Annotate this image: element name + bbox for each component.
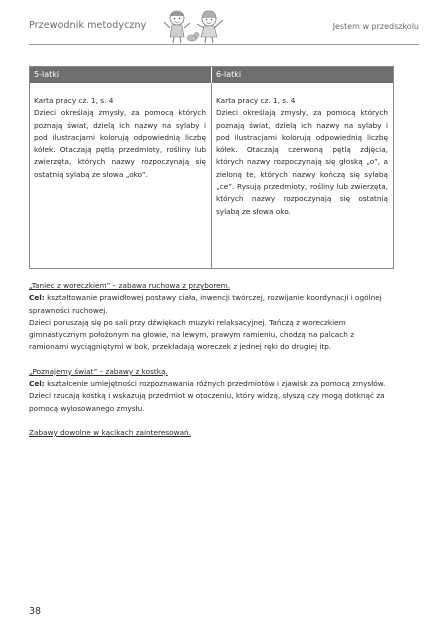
section1-goal-text: kształtowanie prawidłowej postawy ciała, inwencji twórczej, rozwijanie koordynacji i ogólnej sprawności ruchowej. [29, 293, 382, 315]
page-header [29, 8, 419, 42]
table-header-6-latki: 6-latki [211, 67, 393, 83]
spacer [29, 354, 392, 366]
section1-goal [29, 292, 392, 317]
header-right-title: Jestem w przedszkolu [332, 22, 419, 31]
table-header-row [30, 67, 393, 83]
section1-title: „Taniec z woreczkiem” – zabawa ruchowa z przyborem. [29, 281, 231, 290]
section2-goal-text: kształcenie umiejętności rozpoznawania różnych przedmiotów i zjawisk za pomocą zmysłów. [47, 379, 386, 389]
main-text [29, 280, 392, 439]
section3-title: Zabawy dowolne w kącikach zainteresowań. [29, 427, 191, 437]
age-group-table [29, 66, 394, 269]
section1-body: Dzieci poruszają się po sali przy dźwiękach muzyki relaksacyjnej. Tańczą z woreczkiem gimnastycznym położonym na głowie, na lewym, prawym ramieniu, chodzą na palcach z ramionami wyciągniętymi w bok, przekładają woreczek z jednej ręki do drugiej itp. [29, 317, 355, 352]
cell-title-6-latki: Karta pracy cz. 1, s. 4 [216, 96, 296, 105]
cell-body-5-latki: Dzieci określają zmysły, za pomocą których poznają świat, dzielą ich nazwy na sylaby i pod ilustracjami kolorują odpowiednią liczbę kółek. Otaczają pętlą przedmioty, rośliny lub zwierzęta, których nazwy rozpoczynają się ostatnią sylabą ze słowa „oko”. [34, 108, 206, 179]
header-divider [29, 44, 419, 45]
section2-title: „Poznajemy świat” – zabawy z kostką. [29, 366, 168, 376]
header-left-title: Przewodnik metodyczny [29, 20, 147, 31]
page-number: 38 [29, 606, 42, 617]
cell-title-5-latki: Karta pracy cz. 1, s. 4 [34, 96, 114, 105]
section2-goal-label: Cel: [29, 379, 45, 389]
table-cell-6-latki [211, 83, 393, 268]
table-body-row [30, 83, 393, 268]
mascot-children-illustration [163, 8, 229, 44]
table-header-5-latki: 5-latki [34, 70, 60, 79]
section2-body: Dzieci rzucają kostką i wskazują przedmiot w otoczeniu, który widzą, słyszą czy mogą dotknąć za pomocą wylosowanego zmysłu. [29, 391, 385, 413]
cell-body-6-latki: Dzieci określają zmysły, za pomocą których poznają świat, dzielą ich nazwy na sylaby i pod ilustracjami kolorują odpowiednią liczbę kółek. Otaczają czerwoną pętlą zdjęcia, których nazwy rozpoczynają się głoską „o”, a zieloną te, których nazwy kończą się sylabą „ce”. Rysują przedmioty, rośliny lub zwierzęta, których nazwy rozpoczynają się ostatnią sylabą ze słowa oko. [216, 108, 388, 216]
section1-goal-label: Cel: [29, 293, 45, 303]
section2-goal [29, 378, 392, 390]
table-cell-5-latki [30, 83, 211, 268]
spacer [29, 415, 392, 427]
